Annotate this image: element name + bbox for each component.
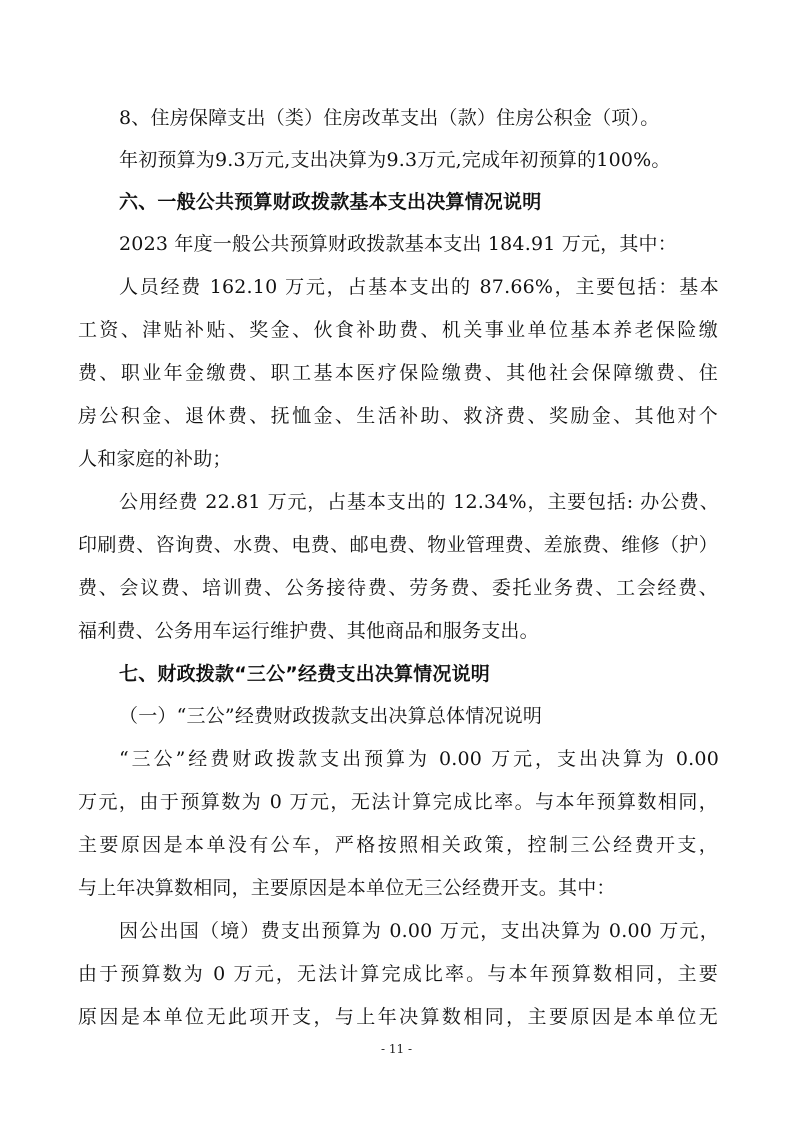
paragraph-line: 8、住房保障支出（类）住房改革支出（款）住房公积金（项）。 <box>119 107 660 129</box>
paragraph-line: 人和家庭的补助； <box>78 448 232 470</box>
paragraph-line: 由于预算数为 0 万元，无法计算完成比率。与本年预算数相同，主要 <box>78 963 718 985</box>
paragraph-line: 公用经费 22.81 万元，占基本支出的 12.34%，主要包括: 办公费、 <box>119 491 719 513</box>
page-number: - 11 - <box>380 1042 412 1056</box>
paragraph-line: “三公”经费财政拨款支出预算为 0.00 万元，支出决算为 0.00 <box>119 748 719 770</box>
section-heading: 七、财政拨款“三公”经费支出决算情况说明 <box>119 663 490 685</box>
paragraph-line: 因公出国（境）费支出预算为 0.00 万元，支出决算为 0.00 万元， <box>119 920 719 942</box>
paragraph-line: 费、职业年金缴费、职工基本医疗保险缴费、其他社会保障缴费、住 <box>78 362 718 384</box>
paragraph-line: 原因是本单位无此项开支，与上年决算数相同，主要原因是本单位无 <box>78 1006 718 1028</box>
paragraph-line: 印刷费、咨询费、水费、电费、邮电费、物业管理费、差旅费、维修（护） <box>78 534 718 556</box>
paragraph-line: 房公积金、退休费、抚恤金、生活补助、救济费、奖励金、其他对个 <box>78 405 718 427</box>
paragraph-line: 人员经费 162.10 万元，占基本支出的 87.66%，主要包括：基本 <box>119 276 719 298</box>
paragraph-line: 万元，由于预算数为 0 万元，无法计算完成比率。与本年预算数相同， <box>78 791 718 813</box>
section-heading: 六、一般公共预算财政拨款基本支出决算情况说明 <box>119 191 542 213</box>
paragraph-line: 费、会议费、培训费、公务接待费、劳务费、委托业务费、工会经费、 <box>78 577 718 599</box>
subsection-heading: （一）“三公”经费财政拨款支出决算总体情况说明 <box>119 705 543 727</box>
paragraph-line: 工资、津贴补贴、奖金、伙食补助费、机关事业单位基本养老保险缴 <box>78 319 718 341</box>
paragraph-line: 与上年决算数相同，主要原因是本单位无三公经费开支。其中： <box>78 877 616 899</box>
paragraph-line: 福利费、公务用车运行维护费、其他商品和服务支出。 <box>78 620 539 642</box>
paragraph-line: 2023 年度一般公共预算财政拨款基本支出 184.91 万元，其中： <box>119 233 677 255</box>
paragraph-line: 主要原因是本单没有公车，严格按照相关政策，控制三公经费开支， <box>78 834 718 856</box>
paragraph-line: 年初预算为9.3万元,支出决算为9.3万元,完成年初预算的100%。 <box>119 149 671 171</box>
